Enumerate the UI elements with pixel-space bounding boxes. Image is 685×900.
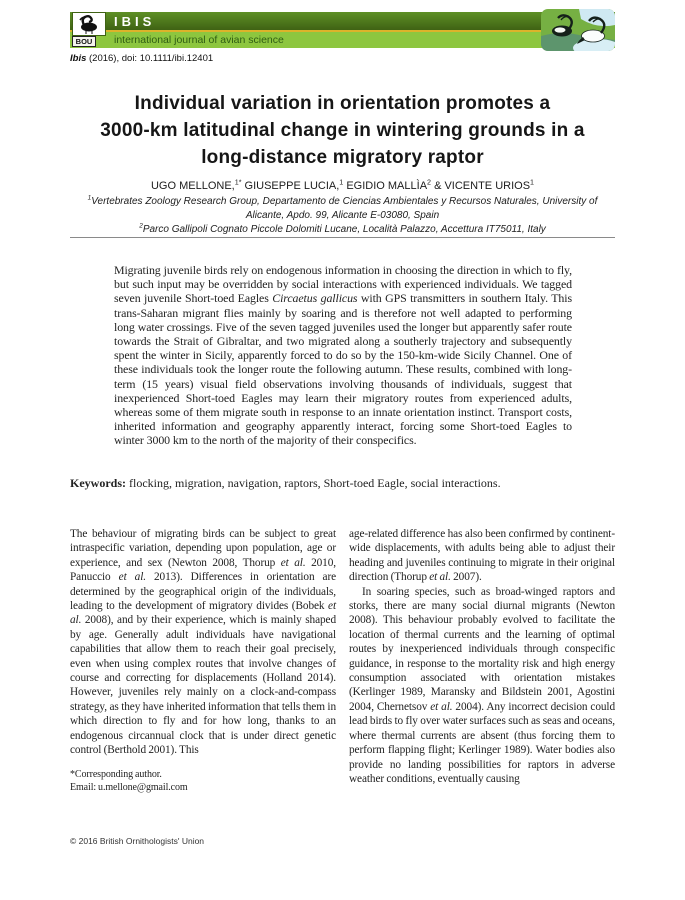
keywords-label: Keywords: xyxy=(70,476,126,490)
ibis-bird-icon xyxy=(73,13,105,35)
keywords-line xyxy=(70,476,615,491)
left-column xyxy=(70,527,336,794)
article-title-line-1: Individual variation in orientation promotes a xyxy=(134,93,551,114)
article-title-line-3: long-distance migratory raptor xyxy=(201,147,484,168)
affiliation-1: $^1$Vertebrates Zoology Research Group, Departamento de Ciencias Ambientales y Recursos Naturales, University of Alicante, Apdo. 99, Alicante E-03080, Spain xyxy=(87,194,598,221)
article-title-line-2: 3000-km latitudinal change in wintering grounds in a xyxy=(100,120,585,141)
journal-tagline: international journal of avian science xyxy=(114,34,284,46)
journal-header xyxy=(70,12,615,48)
body-paragraph: age-related difference has also been confirmed by continent-wide displacements, with adults being able to adjust their heading and juveniles continuing to migrate in their original direction (Thorup et al. 2007). xyxy=(349,528,615,584)
bou-label: BOU xyxy=(72,36,96,47)
copyright-line: © 2016 British Ornithologists' Union xyxy=(70,836,205,846)
corresponding-author-email: Email: u.mellone@gmail.com xyxy=(70,781,188,793)
body-paragraph: In soaring species, such as broad-winged raptors and storks, there are many social diurnal migrants (Newton 2008). This behaviour probably evolved to facilitate the location of thermal currents and the learning of optimal routes by inexperienced individuals through conspecific guidance, in response to the mortality risk and high energy consumption associated with orientation mistakes (Kerlinger 1989, Maransky and Bildstein 2001, Agostini 2004, Chernetsov et al. 2004). Any incorrect decision could lead birds to fly over water surfaces such as seas and oceans, where thermal currents are absent (thus forcing them to perform flapping flight; Kerlinger 1989). Water bodies also provide no landing possibilities for raptors in adverse weather conditions, eventually causing xyxy=(349,585,615,785)
bou-logo-box xyxy=(72,12,106,36)
affiliation-2: $^2$Parco Gallipoli Cognato Piccole Dolomiti Lucane, Località Palazzo, Accettura IT75011, Italy xyxy=(139,222,546,235)
abstract: Migrating juvenile birds rely on endogenous information in choosing the direction in which to fly, but such input may be overridden by social interactions with experienced individuals. We tagged seven juvenile Short-toed Eagles Circaetus gallicus with GPS transmitters in southern Italy. This trans-Saharan migrant flies mainly by soaring and is therefore not well adapted to performing long water crossings. Five of the seven tagged juveniles used the longer but apparently safer route towards the Strait of Gibraltar, and two migrated along a southerly trajectory and subsequently spent the winter in Sicily, apparently forced to do so by the 150-km-wide Sicily Channel. One of these individuals took the longer route the following autumn. These results, combined with long-term (15 years) visual field observations involving thousands of individuals, suggest that inexperienced Short-toed Eagles may learn their migratory routes from experienced adults, whereas some of them migrate south in response to an innate orientation instinct. Transport costs, inherited information and geography apparently interact, forcing some Short-toed Eagles to winter 3000 km to the north of the majority of their conspecifics. xyxy=(114,263,572,448)
affiliations xyxy=(70,195,615,237)
article-title xyxy=(0,90,685,171)
corresponding-author-note: *Corresponding author. xyxy=(70,768,162,780)
keywords-text: flocking, migration, navigation, raptors, Short-toed Eagle, social interactions. xyxy=(126,476,501,490)
header-divider xyxy=(70,237,615,238)
right-column xyxy=(349,527,615,794)
body-paragraph: The behaviour of migrating birds can be subject to great intraspecific variation, depending upon population, age or experience, and sex (Newton 2008, Thorup et al. 2010, Panuccio et al. 2013). Differences in orientation are determined by the geographical origin of the individuals, leading to the development of migratory divides (Bobek et al. 2008), and by their experience, which is mainly shaped by age. Generally adult individuals have navigational capabilities that allow them to reach their goal precisely, even when using complex routes that involve changes of course and correcting for displacements (Holland 2014). However, juveniles rely mainly on a clock-and-compass strategy, as they have inherited information that tells them in which direction to fly and for how long, thanks to an endogenous circannual clock that is under direct genetic control (Berthold 2001). This xyxy=(70,528,337,757)
journal-name: IBIS xyxy=(114,14,156,29)
corresponding-author-footnote xyxy=(70,768,336,794)
body-columns xyxy=(70,527,616,794)
ibis-birds-illustration xyxy=(541,9,615,51)
citation-line: Ibis (2016), doi: 10.1111/ibi.12401 xyxy=(70,53,214,64)
author-line: UGO MELLONE,$^{1*}$ GIUSEPPE LUCIA,$^1$ EGIDIO MALLÌA$^2$ & VICENTE URIOS$^1$ xyxy=(150,178,535,192)
